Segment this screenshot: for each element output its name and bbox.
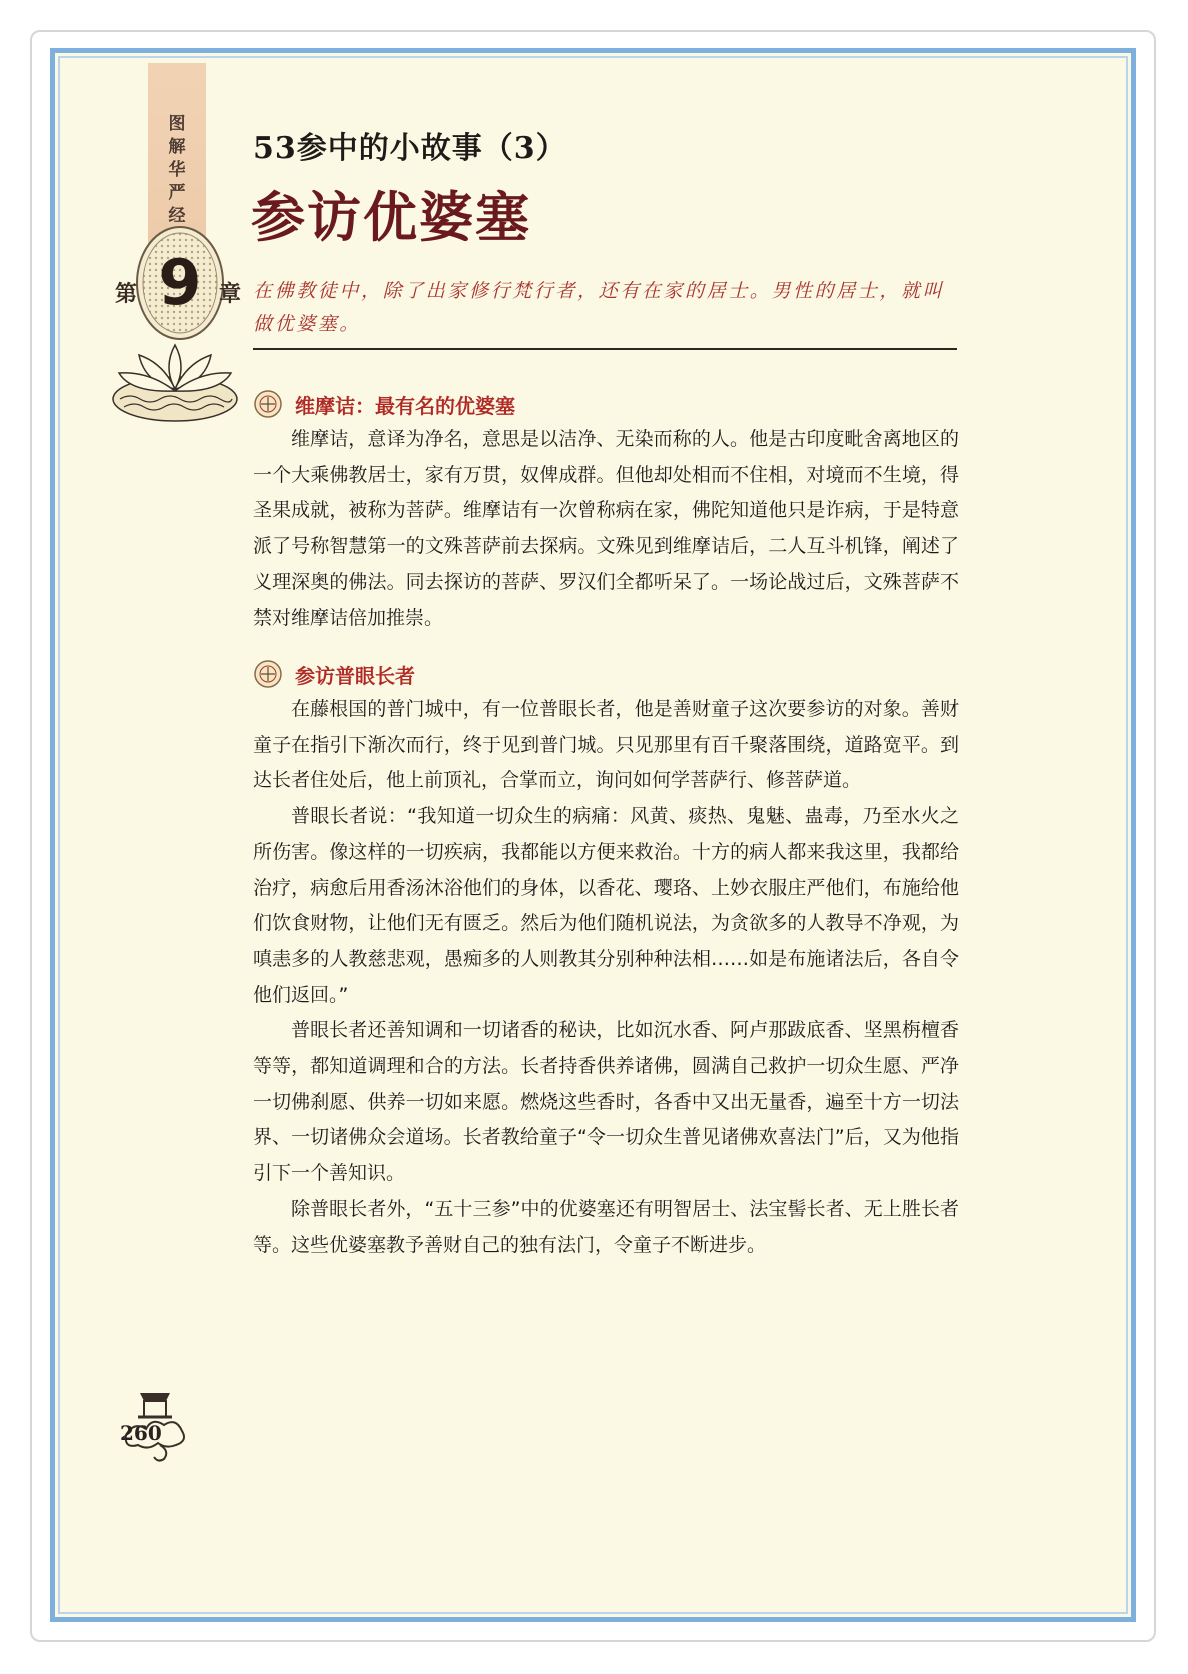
paragraph: 普眼长者说：“我知道一切众生的病痛：风黄、痰热、鬼魅、蛊毒，乃至水火之所伤害。像这样的一切疾病，我都能以方便来救治。十方的病人都来我这里，我都给治疗，病愈后用香汤沐浴他们的身体，以香花、璎珞、上妙衣服庄严他们，布施给他们饮食财物，让他们无有匮乏。然后为他们随机说法，为贪欲多的人教导不净观，为嗔恚多的人教慈悲观，愚痴多的人则教其分别种种法相……如是布施诸法后，各自令他们返回。” <box>253 805 959 1006</box>
page-title: 参访优婆塞 <box>251 185 531 249</box>
section-title: 参访普眼长者 <box>295 663 415 688</box>
chapter-badge <box>115 225 242 341</box>
page-number: 260 <box>120 1421 162 1445</box>
section-title: 维摩诘：最有名的优婆塞 <box>295 393 515 418</box>
chapter-suffix: 章 <box>219 282 242 307</box>
intro-divider <box>253 348 957 350</box>
section-heading <box>253 386 959 422</box>
paragraph: 维摩诘，意译为净名，意思是以洁净、无染而称的人。他是古印度毗舍离地区的一个大乘佛教居士，家有万贯，奴俾成群。但他却处相而不住相，对境而不生境，得圣果成就，被称为菩萨。维摩诘有一次曾称病在家，佛陀知道他只是诈病，于是特意派了号称智慧第一的文殊菩萨前去探病。文殊见到维摩诘后，二人互斗机锋，阐述了义理深奥的佛法。同去探访的菩萨、罗汉们全都听呆了。一场论战过后，文殊菩萨不禁对维摩诘倍加推崇。 <box>253 428 959 629</box>
section-heading <box>253 656 959 692</box>
dharma-wheel-icon <box>253 389 283 419</box>
chapter-number: 9 <box>158 246 202 319</box>
chapter-prefix: 第 <box>115 282 138 307</box>
side-title-char: 图 <box>168 114 186 134</box>
intro-text: 在佛教徒中，除了出家修行梵行者，还有在家的居士。男性的居士，就叫做优婆塞。 <box>253 280 945 335</box>
paragraph: 除普眼长者外，“五十三参”中的优婆塞还有明智居士、法宝髻长者、无上胜长者等。这些优婆塞教予善财自己的独有法门，令童子不断进步。 <box>253 1197 959 1256</box>
side-title-char: 经 <box>168 206 186 226</box>
header-subtitle: 53参中的小故事（3） <box>253 131 567 166</box>
dharma-wheel-icon <box>253 659 283 689</box>
section-puyan-elder <box>253 656 959 1263</box>
lotus-icon <box>110 335 240 425</box>
paragraph: 普眼长者还善知调和一切诸香的秘诀，比如沉水香、阿卢那跋底香、坚黑栴檀香等等，都知道调理和合的方法。长者持香供养诸佛，圆满自己救护一切众生愿、严净一切佛刹愿、供养一切如来愿。燃烧这些香时，各香中又出无量香，遍至十方一切法界、一切诸佛众会道场。长者教给童子“令一切众生普见诸佛欢喜法门”后，又为他指引下一个善知识。 <box>253 1019 959 1185</box>
side-title-char: 解 <box>168 137 186 157</box>
section-vimalakirti <box>253 386 959 636</box>
side-title-char: 严 <box>168 183 186 203</box>
side-title-char: 华 <box>168 160 186 180</box>
paragraph: 在藤根国的普门城中，有一位普眼长者，他是善财童子这次要参访的对象。善财童子在指引下渐次而行，终于见到普门城。只见那里有百千聚落围绕，道路宽平。到达长者住处后，他上前顶礼，合掌而立，询问如何学菩萨行、修菩萨道。 <box>253 698 959 792</box>
book-page <box>50 48 1136 1622</box>
side-book-title <box>148 113 206 228</box>
